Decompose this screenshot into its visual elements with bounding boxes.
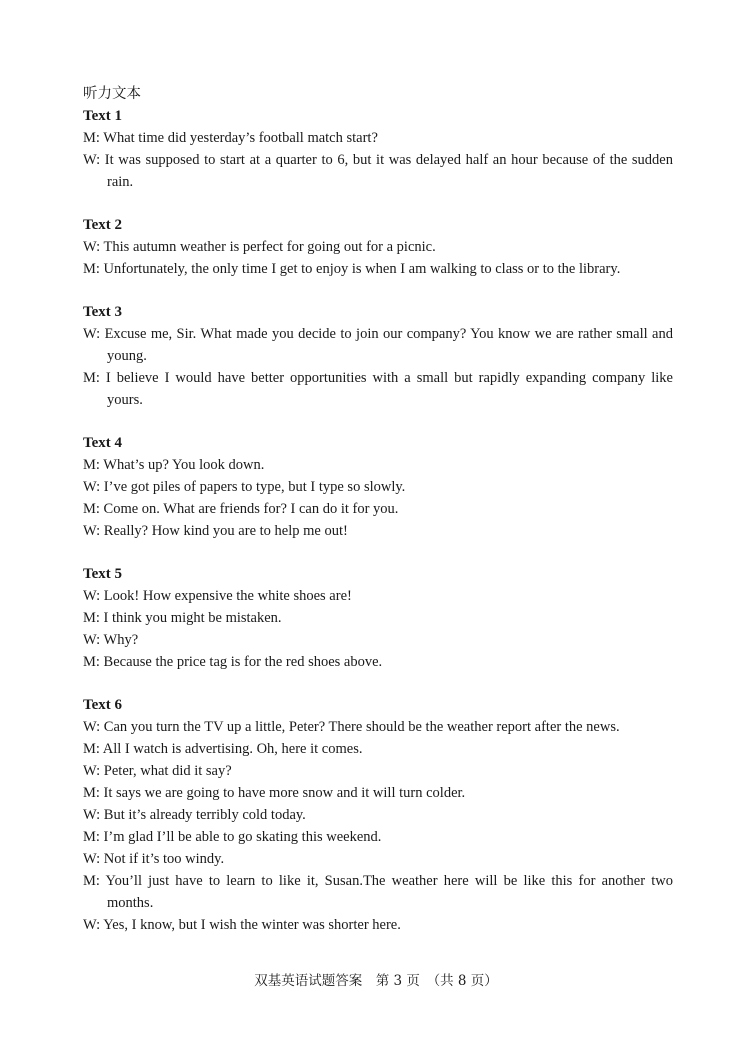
document-title: 听力文本 bbox=[83, 86, 141, 102]
text-1-section bbox=[83, 106, 673, 193]
section-title: Text 3 bbox=[83, 304, 123, 320]
text-3-section bbox=[83, 302, 673, 411]
section-title: Text 1 bbox=[83, 108, 123, 124]
page-footer: 双基英语试题答案 第 3 页 （共 8 页） bbox=[254, 973, 498, 989]
dialogue-line: W: Not if it’s too windy. bbox=[83, 851, 225, 867]
text-4-section bbox=[83, 433, 673, 542]
dialogue-line: W: Why? bbox=[83, 632, 139, 648]
dialogue-line: M: I believe I would have better opportunities with a small but rapidly expanding company like yours. bbox=[83, 370, 673, 408]
dialogue-line: M: Unfortunately, the only time I get to enjoy is when I am walking to class or to the library. bbox=[83, 261, 621, 277]
dialogue-line: M: What time did yesterday’s football match start? bbox=[83, 130, 378, 146]
dialogue-line: W: It was supposed to start at a quarter to 6, but it was delayed half an hour because of the sudden rain. bbox=[83, 152, 673, 190]
dialogue-line: W: Peter, what did it say? bbox=[83, 763, 232, 779]
section-title: Text 2 bbox=[83, 217, 123, 233]
dialogue-line: W: This autumn weather is perfect for going out for a picnic. bbox=[83, 239, 436, 255]
dialogue-line: M: It says we are going to have more snow and it will turn colder. bbox=[83, 785, 466, 801]
section-title: Text 6 bbox=[83, 697, 123, 713]
text-2-section bbox=[83, 215, 673, 280]
dialogue-line: M: You’ll just have to learn to like it, Susan.The weather here will be like this for another two months. bbox=[83, 873, 673, 911]
text-5-section bbox=[83, 564, 673, 673]
dialogue-line: M: Come on. What are friends for? I can do it for you. bbox=[83, 501, 399, 517]
dialogue-line: M: What’s up? You look down. bbox=[83, 457, 265, 473]
document-body bbox=[83, 84, 673, 958]
section-title: Text 4 bbox=[83, 435, 123, 451]
dialogue-line: W: Really? How kind you are to help me out! bbox=[83, 523, 348, 539]
dialogue-line: W: Yes, I know, but I wish the winter was shorter here. bbox=[83, 917, 401, 933]
section-title: Text 5 bbox=[83, 566, 123, 582]
dialogue-line: W: But it’s already terribly cold today. bbox=[83, 807, 306, 823]
dialogue-line: W: Can you turn the TV up a little, Peter? There should be the weather report after the news. bbox=[83, 719, 620, 735]
dialogue-line: W: Excuse me, Sir. What made you decide to join our company? You know we are rather small and young. bbox=[83, 326, 673, 364]
dialogue-line: M: I’m glad I’ll be able to go skating this weekend. bbox=[83, 829, 382, 845]
dialogue-line: W: I’ve got piles of papers to type, but I type so slowly. bbox=[83, 479, 406, 495]
dialogue-line: M: I think you might be mistaken. bbox=[83, 610, 282, 626]
dialogue-line: W: Look! How expensive the white shoes are! bbox=[83, 588, 352, 604]
text-6-section bbox=[83, 695, 673, 936]
dialogue-line: M: Because the price tag is for the red shoes above. bbox=[83, 654, 383, 670]
dialogue-line: M: All I watch is advertising. Oh, here it comes. bbox=[83, 741, 363, 757]
